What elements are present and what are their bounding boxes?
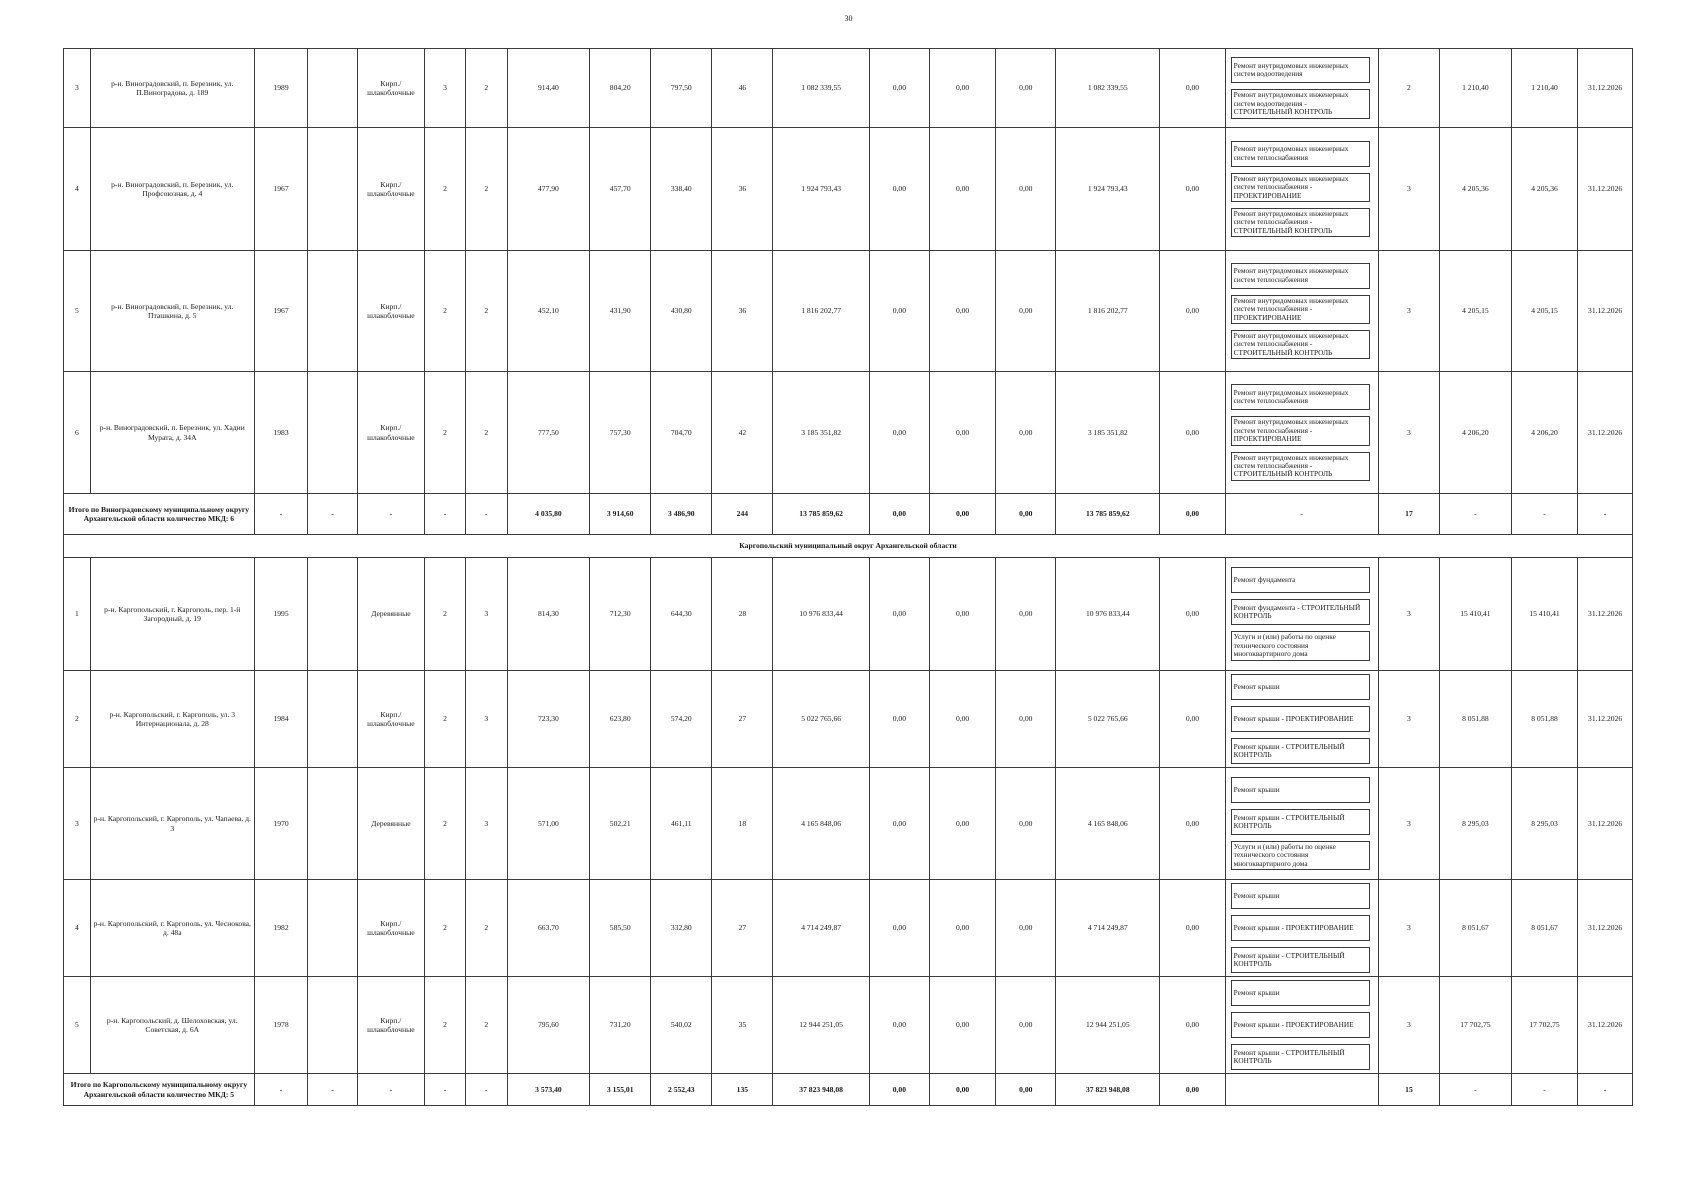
work-item: Ремонт внутридомовых инженерных систем теплоснабжения	[1231, 141, 1370, 167]
total-fund-other: 0,00	[1160, 1074, 1225, 1106]
total-max-cost: -	[1511, 1074, 1577, 1106]
wall-material: Деревянные	[357, 558, 425, 671]
wall-material: Кирп./ шлакоблочные	[357, 671, 425, 768]
empty-cell	[308, 128, 357, 251]
residents: 36	[712, 128, 773, 251]
total-works: -	[1225, 494, 1378, 535]
total-cost: 13 785 859,62	[773, 494, 869, 535]
cost-total: 1 082 339,55	[773, 49, 869, 128]
wall-material: Кирп./ шлакоблочные	[357, 251, 425, 372]
work-item: Ремонт крыши - СТРОИТЕЛЬНЫЙ КОНТРОЛЬ	[1231, 947, 1370, 973]
total-residents: 135	[712, 1074, 773, 1106]
total-area: 571,00	[507, 768, 590, 880]
floors: 2	[425, 128, 466, 251]
fund-fkr: 0,00	[869, 977, 929, 1074]
build-year: 1983	[254, 372, 308, 494]
work-item: Ремонт крыши	[1231, 883, 1370, 909]
fund-other: 0,00	[1160, 768, 1225, 880]
total-area-all: 3 914,60	[590, 494, 651, 535]
repair-program-table	[63, 48, 1633, 1106]
total-floors: -	[425, 494, 466, 535]
total-deadline: -	[1578, 1074, 1633, 1106]
fund-other: 0,00	[1160, 128, 1225, 251]
cost-total: 10 976 833,44	[773, 558, 869, 671]
table-row	[64, 977, 1633, 1074]
fund-owners: 1 924 793,43	[1056, 128, 1160, 251]
row-number: 1	[64, 558, 91, 671]
work-types	[1225, 768, 1378, 880]
work-item: Услуги и (или) работы по оценке технического состояния многоквартирного дома	[1231, 631, 1370, 660]
row-number: 5	[64, 977, 91, 1074]
residents: 35	[712, 977, 773, 1074]
work-item: Ремонт внутридомовых инженерных систем теплоснабжения	[1231, 263, 1370, 289]
fund-owners: 3 185 351,82	[1056, 372, 1160, 494]
total-area: 777,50	[507, 372, 590, 494]
wall-material: Кирп./ шлакоблочные	[357, 880, 425, 977]
work-types	[1225, 128, 1378, 251]
total-area: 795,60	[507, 977, 590, 1074]
area-residential: 461,11	[651, 768, 712, 880]
empty-cell	[308, 372, 357, 494]
total-year: -	[254, 494, 308, 535]
cost-per-m2: 17 702,75	[1439, 977, 1511, 1074]
total-area: 663,70	[507, 880, 590, 977]
entrances: 2	[465, 880, 507, 977]
empty-cell	[308, 251, 357, 372]
total-wall: -	[357, 494, 425, 535]
house-address: р-н. Каргопольский, г. Каргополь, ул. 3 Интернационала, д. 28	[90, 671, 254, 768]
fund-oblast: 0,00	[929, 768, 995, 880]
fund-fkr: 0,00	[869, 372, 929, 494]
table-row	[64, 768, 1633, 880]
total-dash: -	[308, 1074, 357, 1106]
max-cost: 4 206,20	[1511, 372, 1577, 494]
floors: 2	[425, 558, 466, 671]
empty-cell	[308, 977, 357, 1074]
work-types	[1225, 977, 1378, 1074]
build-year: 1989	[254, 49, 308, 128]
cost-per-m2: 8 051,88	[1439, 671, 1511, 768]
residents: 28	[712, 558, 773, 671]
wall-material: Кирп./ шлакоблочные	[357, 128, 425, 251]
work-item: Ремонт внутридомовых инженерных систем теплоснабжения - СТРОИТЕЛЬНЫЙ КОНТРОЛЬ	[1231, 330, 1370, 359]
fund-owners: 12 944 251,05	[1056, 977, 1160, 1074]
empty-cell	[308, 49, 357, 128]
wall-material: Кирп./ шлакоблочные	[357, 977, 425, 1074]
area-all: 457,70	[590, 128, 651, 251]
total-fund-oblast: 0,00	[929, 1074, 995, 1106]
work-item: Ремонт внутридомовых инженерных систем водоотведения	[1231, 57, 1370, 83]
area-residential: 574,20	[651, 671, 712, 768]
fund-local: 0,00	[996, 671, 1056, 768]
total-area-residential: 3 486,90	[651, 494, 712, 535]
work-item: Ремонт внутридомовых инженерных систем водоотведения - СТРОИТЕЛЬНЫЙ КОНТРОЛЬ	[1231, 89, 1370, 118]
residents: 36	[712, 251, 773, 372]
empty-cell	[308, 880, 357, 977]
residents: 27	[712, 880, 773, 977]
work-item: Ремонт внутридомовых инженерных систем теплоснабжения	[1231, 384, 1370, 410]
work-item: Ремонт внутридомовых инженерных систем теплоснабжения - ПРОЕКТИРОВАНИЕ	[1231, 173, 1370, 202]
work-item: Ремонт фундамента - СТРОИТЕЛЬНЫЙ КОНТРОЛЬ	[1231, 599, 1370, 625]
work-item: Ремонт крыши	[1231, 980, 1370, 1006]
total-dash: -	[308, 494, 357, 535]
work-item: Услуги и (или) работы по оценке технического состояния многоквартирного дома	[1231, 841, 1370, 870]
works-count: 3	[1378, 977, 1439, 1074]
cost-total: 1 816 202,77	[773, 251, 869, 372]
max-cost: 8 051,67	[1511, 880, 1577, 977]
area-all: 585,50	[590, 880, 651, 977]
area-residential: 430,80	[651, 251, 712, 372]
fund-oblast: 0,00	[929, 558, 995, 671]
fund-local: 0,00	[996, 128, 1056, 251]
area-all: 502,21	[590, 768, 651, 880]
area-residential: 540,02	[651, 977, 712, 1074]
fund-fkr: 0,00	[869, 251, 929, 372]
works-count: 2	[1378, 49, 1439, 128]
fund-local: 0,00	[996, 880, 1056, 977]
work-item: Ремонт крыши - СТРОИТЕЛЬНЫЙ КОНТРОЛЬ	[1231, 809, 1370, 835]
cost-total: 3 185 351,82	[773, 372, 869, 494]
total-works	[1225, 1074, 1378, 1106]
entrances: 2	[465, 977, 507, 1074]
row-number: 2	[64, 671, 91, 768]
total-wall: -	[357, 1074, 425, 1106]
house-address: р-н. Каргопольский, г. Каргополь, ул. Чапаева, д. 3	[90, 768, 254, 880]
floors: 2	[425, 372, 466, 494]
table-row	[64, 128, 1633, 251]
house-address: р-н. Виноградовский, п. Березник, ул. Пташкина, д. 5	[90, 251, 254, 372]
fund-oblast: 0,00	[929, 251, 995, 372]
total-area: 452,10	[507, 251, 590, 372]
work-item: Ремонт внутридомовых инженерных систем теплоснабжения - СТРОИТЕЛЬНЫЙ КОНТРОЛЬ	[1231, 208, 1370, 237]
fund-local: 0,00	[996, 49, 1056, 128]
deadline: 31.12.2026	[1578, 251, 1633, 372]
total-count: 17	[1378, 494, 1439, 535]
fund-fkr: 0,00	[869, 128, 929, 251]
section-header-row	[64, 535, 1633, 558]
total-residents: 244	[712, 494, 773, 535]
max-cost: 17 702,75	[1511, 977, 1577, 1074]
build-year: 1982	[254, 880, 308, 977]
total-cost-per-m2: -	[1439, 494, 1511, 535]
floors: 2	[425, 671, 466, 768]
max-cost: 4 205,36	[1511, 128, 1577, 251]
fund-local: 0,00	[996, 977, 1056, 1074]
fund-owners: 10 976 833,44	[1056, 558, 1160, 671]
build-year: 1967	[254, 251, 308, 372]
work-types	[1225, 372, 1378, 494]
row-number: 3	[64, 49, 91, 128]
house-address: р-н. Виноградовский, п. Березник, ул. Хадии Мурата, д. 34А	[90, 372, 254, 494]
work-item: Ремонт внутридомовых инженерных систем теплоснабжения - ПРОЕКТИРОВАНИЕ	[1231, 295, 1370, 324]
residents: 18	[712, 768, 773, 880]
works-count: 3	[1378, 558, 1439, 671]
residents: 46	[712, 49, 773, 128]
total-area: 914,40	[507, 49, 590, 128]
total-fund-fkr: 0,00	[869, 1074, 929, 1106]
fund-fkr: 0,00	[869, 880, 929, 977]
floors: 2	[425, 251, 466, 372]
house-address: р-н. Виноградовский, п. Березник, ул. П.Виноградова, д. 189	[90, 49, 254, 128]
deadline: 31.12.2026	[1578, 768, 1633, 880]
total-area: 3 573,40	[507, 1074, 590, 1106]
total-row	[64, 1074, 1633, 1106]
work-item: Ремонт крыши - ПРОЕКТИРОВАНИЕ	[1231, 1012, 1370, 1038]
fund-other: 0,00	[1160, 880, 1225, 977]
max-cost: 4 205,15	[1511, 251, 1577, 372]
deadline: 31.12.2026	[1578, 671, 1633, 768]
deadline: 31.12.2026	[1578, 977, 1633, 1074]
house-address: р-н. Каргопольский, д. Шелоховская, ул. Советская, д. 6А	[90, 977, 254, 1074]
work-item: Ремонт крыши - СТРОИТЕЛЬНЫЙ КОНТРОЛЬ	[1231, 1044, 1370, 1070]
total-max-cost: -	[1511, 494, 1577, 535]
area-all: 623,80	[590, 671, 651, 768]
fund-other: 0,00	[1160, 558, 1225, 671]
work-item: Ремонт фундамента	[1231, 567, 1370, 593]
cost-per-m2: 8 295,03	[1439, 768, 1511, 880]
fund-oblast: 0,00	[929, 372, 995, 494]
build-year: 1970	[254, 768, 308, 880]
work-types	[1225, 671, 1378, 768]
fund-other: 0,00	[1160, 671, 1225, 768]
build-year: 1984	[254, 671, 308, 768]
table-row	[64, 372, 1633, 494]
total-entrances: -	[465, 494, 507, 535]
wall-material: Кирп./ шлакоблочные	[357, 49, 425, 128]
residents: 27	[712, 671, 773, 768]
work-item: Ремонт крыши	[1231, 777, 1370, 803]
total-label: Итого по Каргопольскому муниципальному округу Архангельской области количество МКД: 5	[64, 1074, 255, 1106]
cost-total: 5 022 765,66	[773, 671, 869, 768]
total-entrances: -	[465, 1074, 507, 1106]
table-row	[64, 49, 1633, 128]
fund-other: 0,00	[1160, 977, 1225, 1074]
total-year: -	[254, 1074, 308, 1106]
works-count: 3	[1378, 880, 1439, 977]
cost-total: 12 944 251,05	[773, 977, 869, 1074]
total-cost: 37 823 948,08	[773, 1074, 869, 1106]
house-address: р-н. Каргопольский, г. Каргополь, ул. Чеснокова, д. 48а	[90, 880, 254, 977]
wall-material: Деревянные	[357, 768, 425, 880]
area-residential: 644,30	[651, 558, 712, 671]
build-year: 1967	[254, 128, 308, 251]
fund-owners: 4 714 249,87	[1056, 880, 1160, 977]
entrances: 2	[465, 49, 507, 128]
entrances: 3	[465, 768, 507, 880]
deadline: 31.12.2026	[1578, 880, 1633, 977]
entrances: 2	[465, 251, 507, 372]
fund-oblast: 0,00	[929, 671, 995, 768]
work-item: Ремонт крыши - СТРОИТЕЛЬНЫЙ КОНТРОЛЬ	[1231, 738, 1370, 764]
work-item: Ремонт внутридомовых инженерных систем теплоснабжения - ПРОЕКТИРОВАНИЕ	[1231, 416, 1370, 445]
work-item: Ремонт крыши - ПРОЕКТИРОВАНИЕ	[1231, 706, 1370, 732]
table-row	[64, 880, 1633, 977]
fund-fkr: 0,00	[869, 671, 929, 768]
wall-material: Кирп./ шлакоблочные	[357, 372, 425, 494]
area-residential: 704,70	[651, 372, 712, 494]
deadline: 31.12.2026	[1578, 558, 1633, 671]
total-fund-other: 0,00	[1160, 494, 1225, 535]
total-area: 477,90	[507, 128, 590, 251]
fund-other: 0,00	[1160, 49, 1225, 128]
area-all: 757,30	[590, 372, 651, 494]
area-all: 712,30	[590, 558, 651, 671]
total-cost-per-m2: -	[1439, 1074, 1511, 1106]
max-cost: 8 295,03	[1511, 768, 1577, 880]
area-residential: 797,50	[651, 49, 712, 128]
total-area: 4 035,80	[507, 494, 590, 535]
total-area: 723,30	[507, 671, 590, 768]
works-count: 3	[1378, 671, 1439, 768]
total-area-residential: 2 552,43	[651, 1074, 712, 1106]
max-cost: 1 210,40	[1511, 49, 1577, 128]
works-count: 3	[1378, 128, 1439, 251]
fund-owners: 5 022 765,66	[1056, 671, 1160, 768]
total-floors: -	[425, 1074, 466, 1106]
fund-other: 0,00	[1160, 251, 1225, 372]
deadline: 31.12.2026	[1578, 49, 1633, 128]
empty-cell	[308, 671, 357, 768]
residents: 42	[712, 372, 773, 494]
works-count: 3	[1378, 372, 1439, 494]
work-types	[1225, 558, 1378, 671]
works-count: 3	[1378, 768, 1439, 880]
total-row	[64, 494, 1633, 535]
fund-oblast: 0,00	[929, 128, 995, 251]
work-types	[1225, 251, 1378, 372]
cost-per-m2: 4 205,36	[1439, 128, 1511, 251]
total-area-all: 3 155,01	[590, 1074, 651, 1106]
work-types	[1225, 880, 1378, 977]
fund-owners: 4 165 848,06	[1056, 768, 1160, 880]
total-fund-local: 0,00	[996, 1074, 1056, 1106]
empty-cell	[308, 558, 357, 671]
total-area: 814,30	[507, 558, 590, 671]
fund-local: 0,00	[996, 558, 1056, 671]
work-item: Ремонт крыши	[1231, 674, 1370, 700]
fund-local: 0,00	[996, 251, 1056, 372]
area-residential: 332,80	[651, 880, 712, 977]
work-types	[1225, 49, 1378, 128]
total-fund-fkr: 0,00	[869, 494, 929, 535]
max-cost: 15 410,41	[1511, 558, 1577, 671]
table-row	[64, 671, 1633, 768]
municipality-title: Каргопольский муниципальный округ Архангельской области	[64, 535, 1633, 558]
area-all: 804,20	[590, 49, 651, 128]
fund-owners: 1 816 202,77	[1056, 251, 1160, 372]
works-count: 3	[1378, 251, 1439, 372]
cost-per-m2: 8 051,67	[1439, 880, 1511, 977]
deadline: 31.12.2026	[1578, 372, 1633, 494]
build-year: 1995	[254, 558, 308, 671]
page-number: 30	[844, 14, 853, 23]
work-item: Ремонт крыши - ПРОЕКТИРОВАНИЕ	[1231, 915, 1370, 941]
entrances: 3	[465, 558, 507, 671]
cost-total: 4 165 848,06	[773, 768, 869, 880]
fund-oblast: 0,00	[929, 49, 995, 128]
cost-per-m2: 4 205,15	[1439, 251, 1511, 372]
entrances: 2	[465, 128, 507, 251]
entrances: 2	[465, 372, 507, 494]
row-number: 6	[64, 372, 91, 494]
fund-local: 0,00	[996, 768, 1056, 880]
deadline: 31.12.2026	[1578, 128, 1633, 251]
floors: 2	[425, 768, 466, 880]
cost-per-m2: 4 206,20	[1439, 372, 1511, 494]
area-all: 431,90	[590, 251, 651, 372]
table-row	[64, 558, 1633, 671]
fund-other: 0,00	[1160, 372, 1225, 494]
total-fund-owners: 37 823 948,08	[1056, 1074, 1160, 1106]
row-number: 5	[64, 251, 91, 372]
work-item: Ремонт внутридомовых инженерных систем теплоснабжения - СТРОИТЕЛЬНЫЙ КОНТРОЛЬ	[1231, 452, 1370, 481]
fund-fkr: 0,00	[869, 768, 929, 880]
fund-oblast: 0,00	[929, 977, 995, 1074]
row-number: 3	[64, 768, 91, 880]
total-fund-local: 0,00	[996, 494, 1056, 535]
total-deadline: -	[1578, 494, 1633, 535]
cost-per-m2: 15 410,41	[1439, 558, 1511, 671]
cost-total: 1 924 793,43	[773, 128, 869, 251]
area-all: 731,20	[590, 977, 651, 1074]
fund-owners: 1 082 339,55	[1056, 49, 1160, 128]
house-address: р-н. Виноградовский, п. Березник, ул. Профсоюзная, д. 4	[90, 128, 254, 251]
table-row	[64, 251, 1633, 372]
fund-fkr: 0,00	[869, 49, 929, 128]
cost-total: 4 714 249,87	[773, 880, 869, 977]
floors: 2	[425, 977, 466, 1074]
area-residential: 338,40	[651, 128, 712, 251]
entrances: 3	[465, 671, 507, 768]
floors: 2	[425, 880, 466, 977]
empty-cell	[308, 768, 357, 880]
max-cost: 8 051,88	[1511, 671, 1577, 768]
total-count: 15	[1378, 1074, 1439, 1106]
total-fund-oblast: 0,00	[929, 494, 995, 535]
fund-oblast: 0,00	[929, 880, 995, 977]
build-year: 1978	[254, 977, 308, 1074]
fund-local: 0,00	[996, 372, 1056, 494]
house-address: р-н. Каргопольский, г. Каргополь, пер. 1-й Загородный, д. 19	[90, 558, 254, 671]
total-label: Итого по Виноградовскому муниципальному округу Архангельской области количество МКД: 6	[64, 494, 255, 535]
total-fund-owners: 13 785 859,62	[1056, 494, 1160, 535]
cost-per-m2: 1 210,40	[1439, 49, 1511, 128]
row-number: 4	[64, 128, 91, 251]
floors: 3	[425, 49, 466, 128]
fund-fkr: 0,00	[869, 558, 929, 671]
row-number: 4	[64, 880, 91, 977]
